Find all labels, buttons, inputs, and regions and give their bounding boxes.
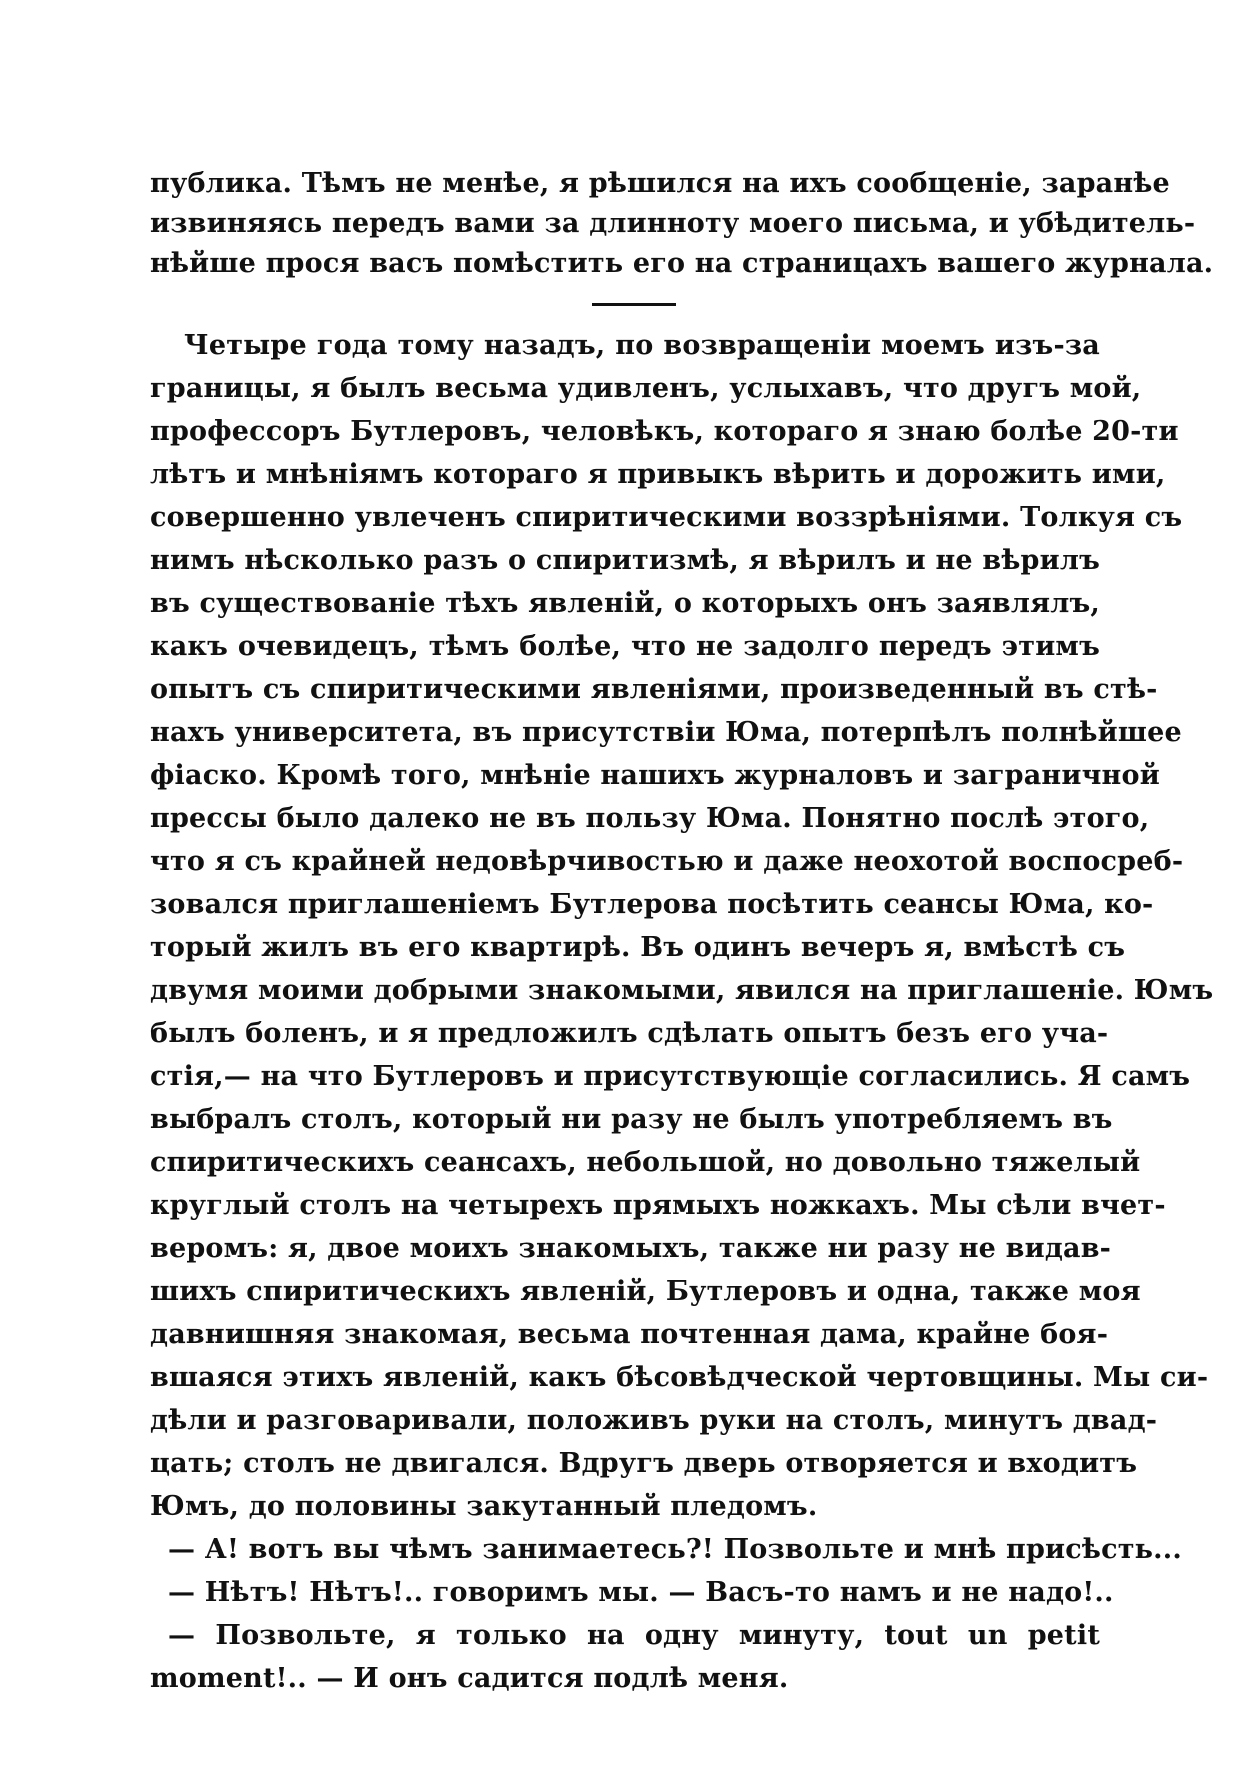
text-line: профессоръ Бутлеровъ, человѣкъ, котораго я знаю болѣе 20-ти: [150, 416, 1179, 447]
text-line: Юмъ, до половины закутанный пледомъ.: [150, 1491, 818, 1522]
text-line: веромъ: я, двое моихъ знакомыхъ, также ни разу не видав-: [150, 1233, 1112, 1264]
text-line: нимъ нѣсколько разъ о спиритизмѣ, я вѣрилъ и не вѣрилъ: [150, 545, 1100, 576]
text-line: шихъ спиритическихъ явленій, Бутлеровъ и одна, также моя: [150, 1276, 1141, 1307]
text-line: moment!.. — И онъ садится подлѣ меня.: [150, 1663, 789, 1694]
dialogue-line: — Нѣтъ! Нѣтъ!.. говоримъ мы. — Васъ-то намъ и не надо!..: [168, 1577, 1114, 1608]
dialogue-line: — Позвольте, я только на одну минуту, tout un petit: [168, 1620, 1100, 1651]
text-line: дѣли и разговаривали, положивъ руки на столъ, минутъ двад-: [150, 1405, 1158, 1436]
text-line: торый жилъ въ его квартирѣ. Въ одинъ вечеръ я, вмѣстѣ съ: [150, 932, 1126, 963]
text-line: совершенно увлеченъ спиритическими воззрѣніями. Толкуя съ: [150, 502, 1183, 533]
text-line: публика. Тѣмъ не менѣе, я рѣшился на ихъ сообщеніе, заранѣе: [150, 168, 1170, 199]
text-line: опытъ съ спиритическими явленіями, произведенный въ стѣ-: [150, 674, 1158, 705]
text-line: что я съ крайней недовѣрчивостью и даже неохотой воспосреб-: [150, 846, 1184, 877]
text-line: стія,— на что Бутлеровъ и присутствующіе согласились. Я самъ: [150, 1061, 1191, 1092]
dialogue-line: — А! вотъ вы чѣмъ занимаетесь?! Позвольте и мнѣ присѣсть...: [168, 1534, 1182, 1565]
text-line: выбралъ столъ, который ни разу не былъ употребляемъ въ: [150, 1104, 1113, 1135]
text-line: спиритическихъ сеансахъ, небольшой, но довольно тяжелый: [150, 1147, 1141, 1178]
section-separator: [592, 303, 676, 306]
main-paragraph: [150, 324, 1214, 1700]
text-line: какъ очевидецъ, тѣмъ болѣе, что не задолго передъ этимъ: [150, 631, 1100, 662]
text-line: вшаяся этихъ явленій, какъ бѣсовѣдческой чертовщины. Мы си-: [150, 1362, 1209, 1393]
text-line: давнишняя знакомая, весьма почтенная дама, крайне боя-: [150, 1319, 1109, 1350]
text-line: прессы было далеко не въ пользу Юма. Понятно послѣ этого,: [150, 803, 1150, 834]
text-line: зовался приглашеніемъ Бутлерова посѣтить сеансы Юма, ко-: [150, 889, 1154, 920]
text-line: цать; столъ не двигался. Вдругъ дверь отворяется и входитъ: [150, 1448, 1138, 1479]
text-line: двумя моими добрыми знакомыми, явился на приглашеніе. Юмъ: [150, 975, 1214, 1006]
text-line: въ существованіе тѣхъ явленій, о которыхъ онъ заявлялъ,: [150, 588, 1100, 619]
text-line: извиняясь передъ вами за длинноту моего письма, и убѣдитель-: [150, 208, 1196, 239]
text-line: былъ боленъ, и я предложилъ сдѣлать опытъ безъ его уча-: [150, 1018, 1109, 1049]
intro-paragraph: [150, 164, 1214, 284]
text-line: Четыре года тому назадъ, по возвращеніи моемъ изъ-за: [184, 330, 1100, 361]
text-line: лѣтъ и мнѣніямъ котораго я привыкъ вѣрить и дорожить ими,: [150, 459, 1166, 490]
text-line: фіаско. Кромѣ того, мнѣніе нашихъ журналовъ и заграничной: [150, 760, 1160, 791]
text-line: круглый столъ на четырехъ прямыхъ ножкахъ. Мы сѣли вчет-: [150, 1190, 1166, 1221]
text-line: границы, я былъ весьма удивленъ, услыхавъ, что другъ мой,: [150, 373, 1142, 404]
text-line: нѣйше прося васъ помѣстить его на страницахъ вашего журнала.: [150, 248, 1214, 279]
text-line: нахъ университета, въ присутствіи Юма, потерпѣлъ полнѣйшее: [150, 717, 1182, 748]
